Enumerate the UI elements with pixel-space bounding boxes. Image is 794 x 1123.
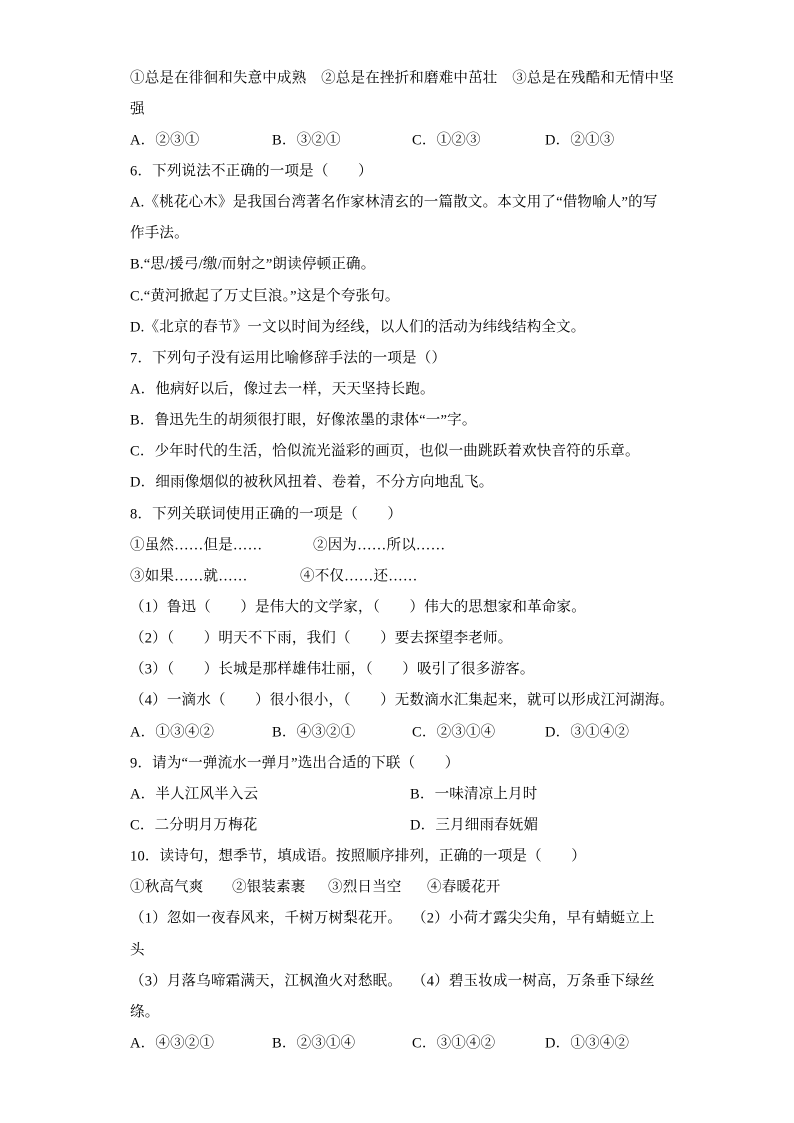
q8-sentence-1: （1）鲁迅（ ）是伟大的文学家，（ ）伟大的思想家和革命家。 (130, 599, 586, 616)
q9-stem: 9．请为“一弹流水一弹月”选出合适的下联（ ） (130, 755, 460, 772)
q10-idioms-row (0, 871, 794, 902)
q10-poem-2: （2）小荷才露尖尖角，早有蜻蜓立上 (412, 910, 655, 927)
q6-stem-line (0, 154, 794, 185)
q10-poem-1: （1）忽如一夜春风来，千树万树梨花开。 (130, 910, 403, 927)
q7-option-a: A．他病好以后，像过去一样，天天坚持长跑。 (130, 381, 435, 398)
q7-option-b-line (0, 404, 794, 435)
q7-option-c: C．少年时代的生活，恰似流光溢彩的画页，也似一曲跳跃着欢快音符的乐章。 (130, 443, 640, 460)
q5-option-a: A．②③① (130, 132, 200, 149)
q9-option-d: D．三月细雨春妩媚 (410, 817, 539, 834)
q6-option-c-line (0, 279, 794, 310)
q8-options-row (0, 715, 794, 746)
q8-option-c: C．②③①④ (412, 724, 496, 741)
q8-option-d: D．③①④② (545, 724, 630, 741)
q10-options-row (0, 1026, 794, 1057)
q5-items-line (0, 61, 794, 92)
q6-option-d: D.《北京的春节》一文以时间为经线，以人们的活动为纬线结构全文。 (130, 319, 586, 336)
q5-items-text: ①总是在徘徊和失意中成熟 ②总是在挫折和磨难中茁壮 ③总是在残酷和无情中坚 (130, 70, 674, 87)
q10-poems-row1 (0, 902, 794, 933)
q5-option-b: B．③②① (272, 132, 341, 149)
q10-poem-2-wrap: 头 (130, 942, 145, 958)
q10-poem-2-wrap-line (0, 933, 794, 964)
q6-stem: 6．下列说法不正确的一项是（ ） (130, 163, 373, 180)
q8-conn-2: ②因为……所以…… (313, 537, 446, 554)
q8-stem-line (0, 497, 794, 528)
q8-connectives-row2 (0, 559, 794, 590)
q6-option-b-line (0, 248, 794, 279)
q9-stem-line (0, 746, 794, 777)
q10-idiom-4: ④春暖花开 (427, 879, 501, 896)
q8-sentence-4-line (0, 684, 794, 715)
q10-poem-4-wrap: 绦。 (130, 1004, 160, 1021)
q5-option-d: D．②①③ (545, 132, 615, 149)
q6-option-a-line1 (0, 186, 794, 217)
q8-sentence-1-line (0, 590, 794, 621)
q9-options-row2 (0, 808, 794, 839)
q5-items-wrap-line (0, 92, 794, 123)
q7-stem-line (0, 341, 794, 372)
q8-sentence-3-line (0, 653, 794, 684)
q8-conn-1: ①虽然……但是…… (130, 537, 263, 554)
q8-option-b: B．④③②① (272, 724, 356, 741)
q8-connectives-row1 (0, 528, 794, 559)
q6-option-c: C.“黄河掀起了万丈巨浪。”这是个夸张句。 (130, 288, 400, 305)
q8-sentence-2-line (0, 622, 794, 653)
q10-stem-line (0, 840, 794, 871)
q10-option-a: A．④③②① (130, 1035, 215, 1052)
q10-poem-4-wrap-line (0, 995, 794, 1026)
q7-option-d-line (0, 466, 794, 497)
q10-option-c: C．③①④② (412, 1035, 496, 1052)
q7-stem: 7．下列句子没有运用比喻修辞手法的一项是（） (130, 350, 447, 367)
q6-option-b: B.“思/援弓/缴/而射之”朗读停顿正确。 (130, 256, 376, 273)
q5-items-wrap-text: 强 (130, 101, 145, 118)
q6-option-a-text2: 作手法。 (130, 225, 189, 242)
q7-option-b: B．鲁迅先生的胡须很打眼，好像浓墨的隶体“一”字。 (130, 412, 477, 429)
q10-option-d: D．①③④② (545, 1035, 630, 1052)
q9-options-row1 (0, 777, 794, 808)
q10-stem: 10．读诗句，想季节，填成语。按照顺序排列，正确的一项是（ ） (130, 848, 586, 865)
q8-conn-3: ③如果……就…… (130, 568, 248, 585)
q6-option-d-line (0, 310, 794, 341)
q8-sentence-4: （4）一滴水（ ）很小很小，（ ）无数滴水汇集起来，就可以形成江河湖海。 (130, 692, 675, 709)
q10-idiom-3: ③烈日当空 (328, 879, 402, 896)
q8-sentence-2: （2）（ ）明天不下雨，我们（ ）要去探望李老师。 (130, 630, 513, 647)
q10-poem-4: （4）碧玉妆成一树高，万条垂下绿丝 (412, 973, 655, 990)
q5-options-row (0, 123, 794, 154)
q10-idiom-1: ①秋高气爽 (130, 879, 204, 896)
q7-option-d: D．细雨像烟似的被秋风扭着、卷着，不分方向地乱飞。 (130, 474, 494, 491)
q10-idiom-2: ②银装素裹 (232, 879, 306, 896)
q5-option-c: C．①②③ (412, 132, 481, 149)
q6-option-a-text1: A.《桃花心木》是我国台湾著名作家林清玄的一篇散文。本文用了“借物喻人”的写 (130, 194, 658, 211)
q6-option-a-line2 (0, 217, 794, 248)
q9-option-a: A．半人江风半入云 (130, 786, 259, 803)
q8-stem: 8．下列关联词使用正确的一项是（ ） (130, 506, 403, 523)
q7-option-a-line (0, 372, 794, 403)
q8-sentence-3: （3）（ ）长城是那样雄伟壮丽，（ ）吸引了很多游客。 (130, 661, 535, 678)
q7-option-c-line (0, 435, 794, 466)
q10-option-b: B．②③①④ (272, 1035, 356, 1052)
q10-poem-3: （3）月落乌啼霜满天，江枫渔火对愁眠。 (130, 973, 403, 990)
q8-option-a: A．①③④② (130, 724, 215, 741)
q9-option-b: B．一味清凉上月时 (410, 786, 538, 803)
q10-poems-row2 (0, 964, 794, 995)
q8-conn-4: ④不仅……还…… (300, 568, 418, 585)
q9-option-c: C．二分明月万梅花 (130, 817, 258, 834)
